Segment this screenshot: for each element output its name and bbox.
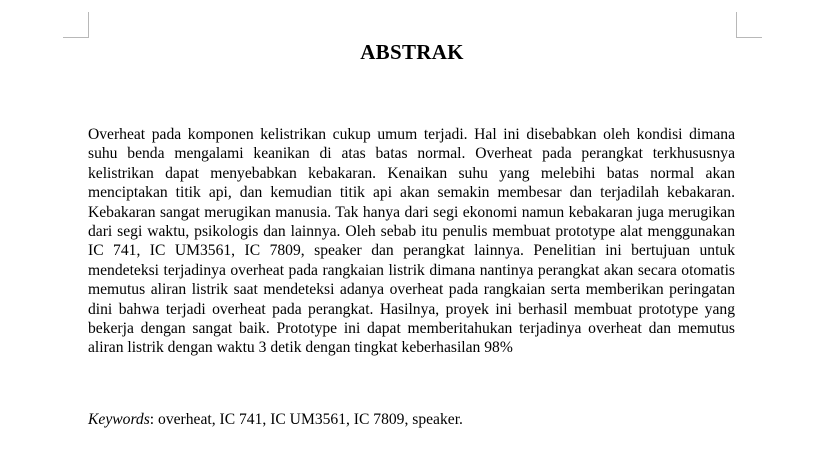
margin-corner-mark-left <box>63 12 89 38</box>
abstract-title: ABSTRAK <box>360 40 464 64</box>
margin-corner-mark-right <box>736 12 762 38</box>
keywords-separator: : <box>149 411 155 428</box>
keywords-label: Keywords <box>88 411 150 428</box>
abstract-paragraph: Overheat pada komponen kelistrikan cukup umum terjadi. Hal ini disebabkan oleh kondisi dimana suhu benda mengalami keanikan di atas batas normal. Overheat pada perangkat terkhususnya kelistrikan dapat menyebabkan kebakaran. Kenaikan suhu yang melebihi batas normal akan menciptakan titik api, dan kemudian titik api akan semakin membesar dan terjadilah kebakaran. Kebakaran sangat merugikan manusia. Tak hanya dari segi ekonomi namun kebakaran juga merugikan dari segi waktu, psikologis dan lainnya. Oleh sebab itu penulis membuat prototype alat menggunakan IC 741, IC UM3561, IC 7809, speaker dan perangkat lainnya. Penelitian ini bertujuan untuk mendeteksi terjadinya overheat pada rangkaian listrik dimana nantinya perangkat akan secara otomatis memutus aliran listrik saat mendeteksi adanya overheat pada rangkaian serta memberikan peringatan dini bahwa terjadi overheat pada perangkat. Hasilnya, proyek ini berhasil membuat prototype yang bekerja dengan sangat baik. Prototype ini dapat memberitahukan terjadinya overheat dan memutus aliran listrik dengan waktu 3 detik dengan tingkat keberhasilan 98% <box>88 126 735 357</box>
keywords-line <box>88 410 735 429</box>
keywords-text: overheat, IC 741, IC UM3561, IC 7809, speaker. <box>154 411 463 428</box>
